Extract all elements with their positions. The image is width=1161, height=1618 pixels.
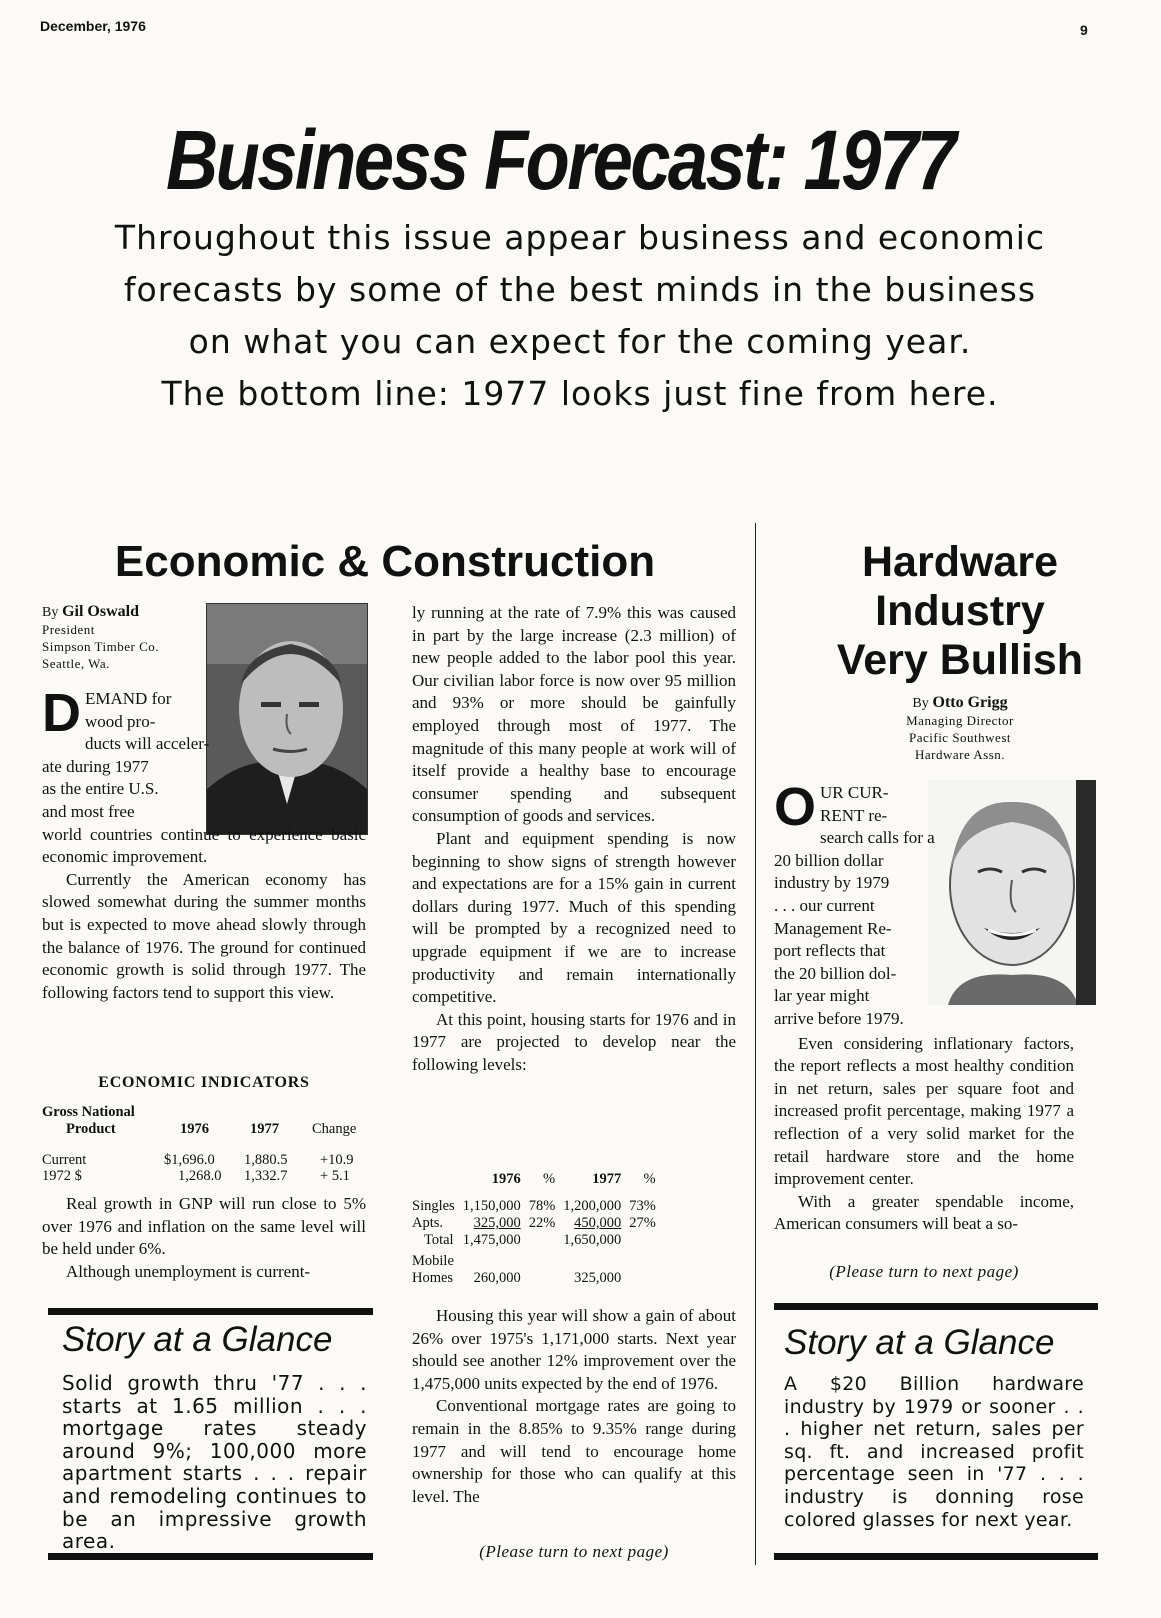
- byline-oswald: [42, 603, 202, 672]
- article-title-hardware: [760, 538, 1160, 685]
- indicators-cell: 1,268.0: [178, 1168, 222, 1184]
- continued-note-right: (Please turn to next page): [829, 1262, 1019, 1281]
- story-title: Story at a Glance: [784, 1323, 1055, 1362]
- middle-column-text: [412, 602, 736, 1076]
- text-line: wood pro-: [85, 711, 156, 731]
- housing-col: %: [643, 1170, 656, 1187]
- indicators-cell: 1,332.7: [244, 1168, 288, 1184]
- housing-col: 1977: [592, 1170, 622, 1187]
- intro-line: on what you can expect for the coming year.: [188, 322, 972, 361]
- indicators-title: ECONOMIC INDICATORS: [98, 1074, 310, 1091]
- housing-cell: 325,000: [574, 1270, 622, 1286]
- indicators-cell: $1,696.0: [164, 1152, 215, 1168]
- text-line: . . . our current: [774, 895, 875, 915]
- housing-row-label: Singles: [412, 1198, 455, 1214]
- author-name: Otto Grigg: [932, 694, 1008, 711]
- housing-row-label: Total: [424, 1232, 454, 1248]
- continued-note-left: (Please turn to next page): [479, 1542, 669, 1561]
- intro-line: Throughout this issue appear business and economic: [114, 218, 1046, 257]
- byline-grigg: [760, 694, 1160, 763]
- article-title-economic: Economic & Construction: [114, 537, 656, 586]
- story-at-a-glance-left: [62, 1320, 367, 1553]
- paragraph: Housing this year will show a gain of about 26% over 1975's 1,171,000 starts. Next year should see another 12% improvement over the 1,475,000 units expected by the end of 1976.: [412, 1306, 736, 1393]
- housing-cell: 22%: [528, 1215, 556, 1231]
- byline-by: By: [912, 696, 929, 711]
- title-line: Very Bullish: [836, 636, 1084, 684]
- housing-cell: 27%: [629, 1215, 656, 1231]
- indicators-cell: + 5.1: [320, 1168, 350, 1184]
- text-line: arrive before 1979.: [774, 1008, 904, 1028]
- indicators-row-label: Current: [42, 1152, 87, 1168]
- indicators-row-label: 1972 $: [42, 1168, 82, 1184]
- page-title: Business Forecast: 1977: [166, 113, 954, 207]
- author-title: President: [42, 622, 95, 637]
- dropcap-o: O: [774, 777, 817, 837]
- paragraph: Conventional mortgage rates are going to remain in the 8.85% to 9.35% range during 1977 and will tend to encourage home ownership for those who can qualify at this level. The: [412, 1396, 736, 1506]
- byline-by: By: [42, 605, 59, 620]
- intro-line: forecasts by some of the best minds in the business: [123, 270, 1037, 309]
- author-title: Managing Director: [906, 713, 1014, 728]
- left-column-text-2: [42, 1193, 366, 1283]
- text-line: the 20 billion dol-: [774, 963, 897, 983]
- indicators-col-1977: 1977: [250, 1121, 279, 1137]
- text-line: EMAND for: [85, 689, 172, 708]
- middle-column-text-2: [412, 1305, 736, 1508]
- indicators-cell: 1,880.5: [244, 1152, 288, 1168]
- story-bottom-rule: [48, 1553, 373, 1560]
- housing-cell: 78%: [528, 1198, 556, 1214]
- author-name: Gil Oswald: [62, 603, 139, 620]
- housing-cell: 1,475,000: [462, 1232, 521, 1248]
- paragraph: With a greater spendable income, American consumers will beat a so-: [774, 1191, 1074, 1234]
- story-text: A $20 Billion hardware industry by 1979 or sooner . . . higher net return, sales per sq. ft. and increased profit percentage seen in '77 . . . industry is donning rose colored glasses for next year.: [784, 1373, 1084, 1531]
- housing-col: 1976: [491, 1170, 521, 1187]
- paragraph: world countries continue to experience basic economic improvement.: [42, 824, 366, 867]
- paragraph: Even considering inflationary factors, the report reflects a most healthy condition in net return, sales per square foot and increased profit percentage, making 1977 a reflection of a very solid market for the retail hardware store and the home improvement center.: [774, 1033, 1074, 1189]
- housing-cell: 1,650,000: [563, 1232, 622, 1248]
- housing-row-label: Homes: [412, 1270, 454, 1286]
- housing-table: [408, 1160, 660, 1287]
- paragraph: ly running at the rate of 7.9% this was caused in part by the large increase (2.3 million) of new people added to the labor pool this year. Our civilian labor force is now over 95 million and 93% or more should be gainfully employed through most of 1977. The magnitude of this many people at work will of itself provide a healthy base to encourage consumer spending and subsequent consumption of goods and services.: [412, 603, 736, 826]
- issue-date: December, 1976: [40, 18, 146, 34]
- text-line: 20 billion dollar: [774, 850, 884, 870]
- housing-row-label: Apts.: [412, 1215, 444, 1231]
- text-line: port reflects that: [774, 941, 886, 961]
- text-line: ducts will acceler-: [85, 734, 210, 754]
- author-org: Hardware Assn.: [914, 747, 1006, 762]
- housing-cell: 73%: [629, 1198, 656, 1214]
- author-org: Pacific Southwest: [908, 730, 1011, 745]
- author-location: Seattle, Wa.: [42, 656, 110, 671]
- intro-line: The bottom line: 1977 looks just fine from here.: [161, 374, 999, 413]
- story-title: Story at a Glance: [62, 1320, 333, 1359]
- text-line: ate during 1977: [42, 756, 149, 776]
- indicators-cell: +10.9: [320, 1152, 354, 1168]
- paragraph: Currently the American economy has slowed somewhat during the summer months but is expected to move ahead slowly through the balance of 1976. The ground for continued economic growth is solid through 1977. The following factors tend to support this view.: [42, 869, 366, 1002]
- story-top-rule: [774, 1303, 1098, 1310]
- indicators-col-1976: 1976: [180, 1121, 209, 1137]
- text-line: as the entire U.S.: [42, 779, 159, 799]
- intro-text: [80, 212, 1080, 420]
- indicators-label: Product: [66, 1121, 116, 1137]
- text-line: UR CUR-: [820, 783, 889, 802]
- left-column-text: [42, 683, 366, 1004]
- housing-cell: 325,000: [473, 1215, 521, 1231]
- dropcap-d: D: [42, 683, 81, 743]
- housing-cell: 260,000: [473, 1270, 521, 1286]
- housing-row-label: Mobile: [412, 1253, 454, 1269]
- paragraph: Plant and equipment spending is now beginning to show signs of strength however and expectations are for a 15% gain in current dollars during 1977. Much of this spending will be prompted by a recognized need to upgrade equipment if we are to increase productivity and remain internationally competitive.: [412, 828, 736, 1007]
- indicators-label: Gross National: [42, 1104, 135, 1120]
- story-bottom-rule: [774, 1553, 1098, 1560]
- story-top-rule: [48, 1308, 373, 1315]
- text-line: industry by 1979: [774, 873, 890, 893]
- paragraph: At this point, housing starts for 1976 and in 1977 are projected to develop near the following levels:: [412, 1009, 736, 1074]
- text-line: RENT re-: [820, 805, 888, 825]
- column-divider: [755, 523, 756, 1565]
- text-line: and most free: [42, 801, 135, 821]
- story-at-a-glance-right: [784, 1323, 1084, 1531]
- right-column-text: [774, 777, 1074, 1236]
- story-text: Solid growth thru '77 . . . starts at 1.65 million . . . mortgage rates steady around 9%; 100,000 more apartment starts . . . repair and remodeling continues to be an impressive growth area.: [62, 1371, 367, 1554]
- title-line: Hardware: [862, 538, 1058, 586]
- text-line: lar year might: [774, 986, 870, 1006]
- paragraph: Although unemployment is current-: [66, 1261, 311, 1281]
- housing-cell: 1,150,000: [462, 1198, 521, 1214]
- housing-cell: 450,000: [574, 1215, 622, 1231]
- title-line: Industry: [875, 587, 1045, 635]
- page-number: 9: [1080, 22, 1088, 38]
- indicators-col-change: Change: [312, 1121, 357, 1137]
- text-line: search calls for a: [820, 828, 935, 848]
- housing-cell: 1,200,000: [563, 1198, 622, 1214]
- text-line: Management Re-: [774, 918, 892, 938]
- author-company: Simpson Timber Co.: [42, 639, 160, 654]
- paragraph: Real growth in GNP will run close to 5% over 1976 and inflation on the same level will be held under 6%.: [42, 1194, 366, 1259]
- housing-col: %: [542, 1170, 556, 1187]
